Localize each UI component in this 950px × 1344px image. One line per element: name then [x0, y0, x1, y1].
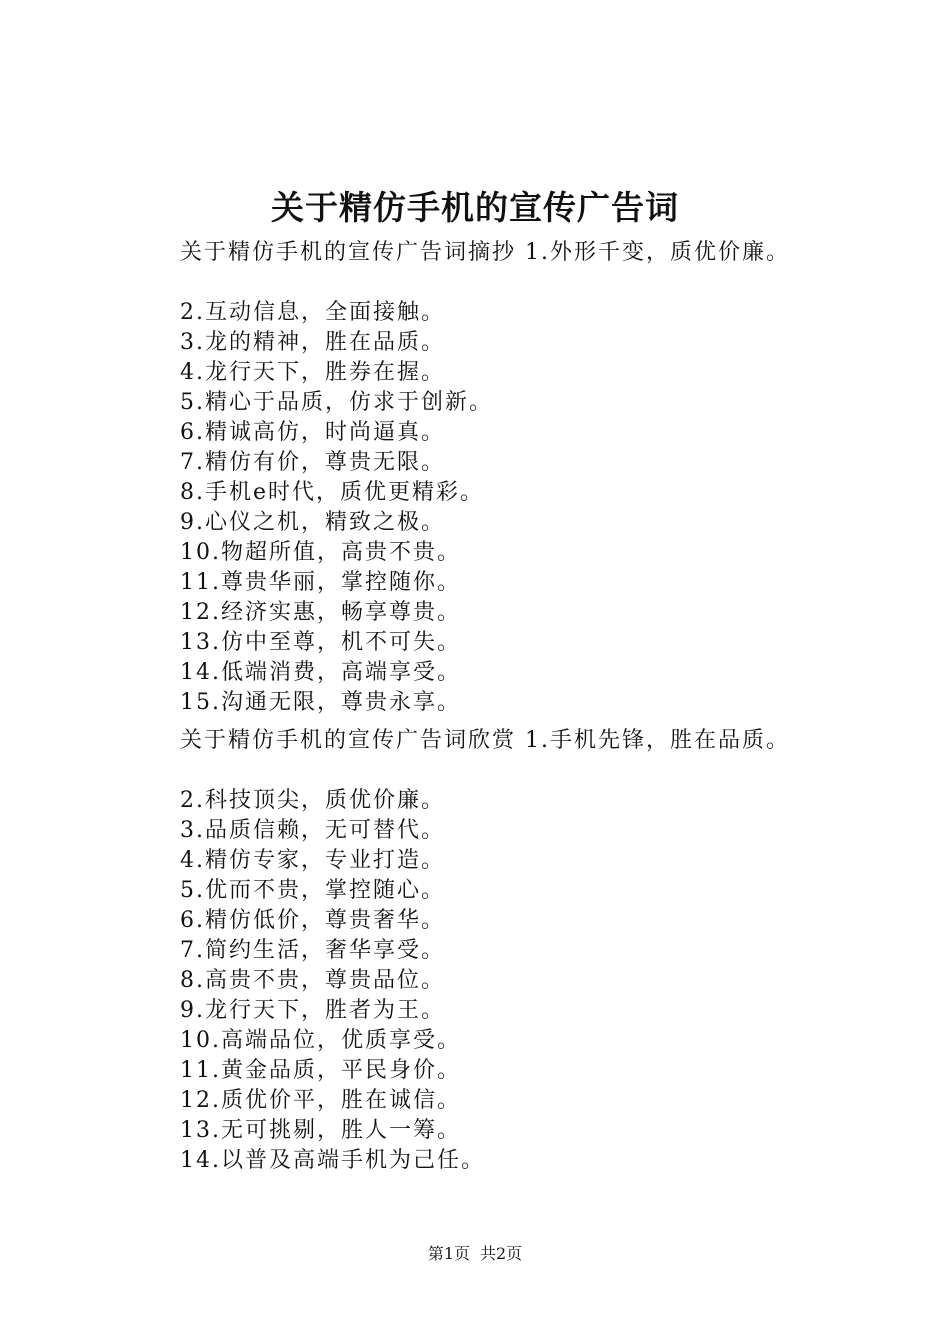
slogan-item: 14.低端消费，高端享受。	[180, 660, 461, 685]
slogan-item: 6.精仿低价，尊贵奢华。	[180, 908, 445, 933]
slogan-item: 8.手机e时代，质优更精彩。	[180, 480, 485, 505]
slogan-item: 11.尊贵华丽，掌控随你。	[180, 570, 461, 595]
section-excerpt	[180, 238, 860, 718]
paragraph-spacer	[180, 756, 860, 786]
section-appreciation	[180, 726, 860, 1176]
page-total: 共2页	[480, 1244, 523, 1263]
slogan-item: 10.高端品位，优质享受。	[180, 1028, 461, 1053]
section-intro: 关于精仿手机的宣传广告词摘抄 1.外形千变，质优价廉。	[180, 240, 790, 265]
slogan-item: 10.物超所值，高贵不贵。	[180, 540, 461, 565]
slogan-item: 9.龙行天下，胜者为王。	[180, 998, 445, 1023]
slogan-item: 8.高贵不贵，尊贵品位。	[180, 968, 445, 993]
slogan-item: 9.心仪之机，精致之极。	[180, 510, 445, 535]
paragraph-spacer	[180, 268, 860, 298]
slogan-item: 15.沟通无限，尊贵永享。	[180, 690, 461, 715]
slogan-item: 7.精仿有价，尊贵无限。	[180, 450, 445, 475]
slogan-item: 3.龙的精神，胜在品质。	[180, 330, 445, 355]
page-footer	[0, 1243, 950, 1265]
slogan-item: 13.仿中至尊，机不可失。	[180, 630, 461, 655]
slogan-item: 5.优而不贵，掌控随心。	[180, 878, 445, 903]
slogan-item: 12.经济实惠，畅享尊贵。	[180, 600, 461, 625]
page-number: 第1页	[427, 1244, 470, 1263]
slogan-item: 4.龙行天下，胜券在握。	[180, 360, 445, 385]
slogan-item: 14.以普及高端手机为己任。	[180, 1148, 485, 1173]
slogan-item: 2.互动信息，全面接触。	[180, 300, 445, 325]
slogan-item: 2.科技顶尖，质优价廉。	[180, 788, 445, 813]
slogan-item: 12.质优价平，胜在诚信。	[180, 1088, 461, 1113]
document-title: 关于精仿手机的宣传广告词	[271, 188, 679, 227]
slogan-item: 7.简约生活，奢华享受。	[180, 938, 445, 963]
slogan-item: 4.精仿专家，专业打造。	[180, 848, 445, 873]
slogan-item: 5.精心于品质，仿求于创新。	[180, 390, 493, 415]
slogan-item: 13.无可挑剔，胜人一筹。	[180, 1118, 461, 1143]
slogan-item: 6.精诚高仿，时尚逼真。	[180, 420, 445, 445]
section-intro: 关于精仿手机的宣传广告词欣赏 1.手机先锋，胜在品质。	[180, 728, 790, 753]
slogan-item: 3.品质信赖，无可替代。	[180, 818, 445, 843]
slogan-item: 11.黄金品质，平民身价。	[180, 1058, 461, 1083]
